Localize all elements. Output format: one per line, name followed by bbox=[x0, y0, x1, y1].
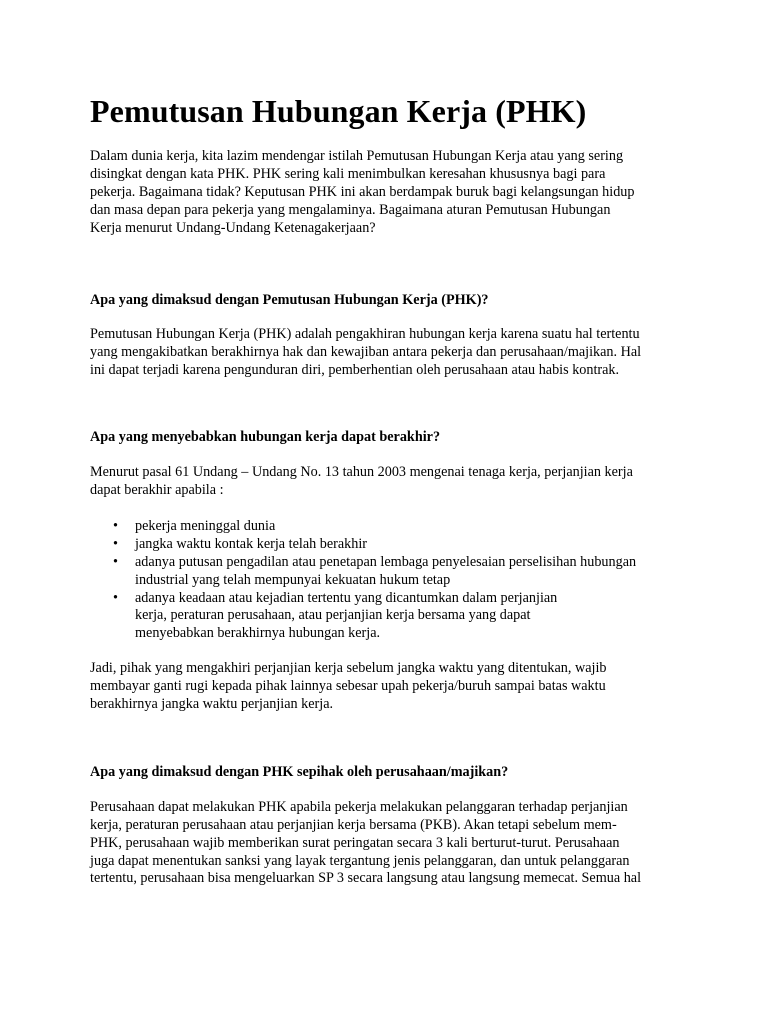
bullet-icon: • bbox=[113, 535, 118, 552]
section-definition-paragraph bbox=[90, 326, 688, 380]
paragraph-line: Menurut pasal 61 Undang – Undang No. 13 tahun 2003 mengenai tenaga kerja, perjanjian kerja bbox=[90, 464, 633, 481]
paragraph-line: PHK, perusahaan wajib memberikan surat peringatan secara 3 kali berturut-turut. Perusahaan bbox=[90, 834, 620, 851]
section-causes-closing bbox=[90, 660, 688, 714]
paragraph-line: membayar ganti rugi kepada pihak lainnya sebesar upah pekerja/buruh sampai batas waktu bbox=[90, 678, 606, 695]
list-item bbox=[90, 536, 688, 554]
list-item-text: pekerja meninggal dunia bbox=[135, 517, 276, 534]
list-item-text: kerja, peraturan perusahaan, atau perjanjian kerja bersama yang dapat bbox=[135, 607, 531, 624]
intro-line: pekerja. Bagaimana tidak? Keputusan PHK ini akan berdampak buruk bagi kelangsungan hidup bbox=[90, 183, 635, 200]
bullet-icon: • bbox=[113, 553, 118, 570]
list-item-text: adanya keadaan atau kejadian tertentu yang dicantumkan dalam perjanjian bbox=[135, 589, 558, 606]
list-item-text: adanya putusan pengadilan atau penetapan lembaga penyelesaian perselisihan hubungan bbox=[135, 553, 637, 570]
paragraph-line: Perusahaan dapat melakukan PHK apabila pekerja melakukan pelanggaran terhadap perjanjian bbox=[90, 798, 628, 815]
intro-line: disingkat dengan kata PHK. PHK sering kali menimbulkan keresahan khususnya bagi para bbox=[90, 165, 606, 182]
list-item-text: menyebabkan berakhirnya hubungan kerja. bbox=[135, 625, 381, 642]
section-unilateral-paragraph bbox=[90, 799, 688, 889]
causes-list bbox=[90, 518, 688, 643]
section-causes-paragraph bbox=[90, 464, 688, 500]
intro-line: Dalam dunia kerja, kita lazim mendengar istilah Pemutusan Hubungan Kerja atau yang sering bbox=[90, 148, 624, 164]
paragraph-line: tertentu, perusahaan bisa mengeluarkan SP 3 secara langsung atau langsung memecat. Semua hal bbox=[90, 870, 642, 887]
paragraph-line: kerja, peraturan perusahaan atau perjanjian kerja bersama (PKB). Akan tetapi sebelum mem- bbox=[90, 816, 617, 833]
bullet-icon: • bbox=[113, 589, 118, 606]
paragraph-line: dapat berakhir apabila : bbox=[90, 481, 224, 498]
list-item bbox=[90, 590, 688, 644]
document-title: Pemutusan Hubungan Kerja (PHK) bbox=[90, 93, 587, 129]
document-page bbox=[90, 92, 688, 888]
section-heading-unilateral: Apa yang dimaksud dengan PHK sepihak oleh perusahaan/majikan? bbox=[90, 763, 509, 780]
list-item bbox=[90, 518, 688, 536]
section-heading-causes: Apa yang menyebabkan hubungan kerja dapat berakhir? bbox=[90, 429, 441, 446]
list-item bbox=[90, 554, 688, 590]
intro-line: Kerja menurut Undang-Undang Ketenagakerjaan? bbox=[90, 219, 376, 236]
intro-line: dan masa depan para pekerja yang mengalaminya. Bagaimana aturan Pemutusan Hubungan bbox=[90, 201, 611, 218]
paragraph-line: juga dapat menentukan sanksi yang layak tergantung jenis pelanggaran, dan untuk pelanggaran bbox=[90, 852, 630, 869]
bullet-icon: • bbox=[113, 517, 118, 534]
paragraph-line: Pemutusan Hubungan Kerja (PHK) adalah pengakhiran hubungan kerja karena suatu hal tertentu bbox=[90, 326, 640, 343]
section-heading-definition: Apa yang dimaksud dengan Pemutusan Hubungan Kerja (PHK)? bbox=[90, 291, 489, 308]
paragraph-line: ini dapat terjadi karena pengunduran diri, pemberhentian oleh perusahaan atau habis kontrak. bbox=[90, 362, 620, 379]
intro-paragraph bbox=[90, 148, 688, 238]
list-item-text: industrial yang telah mempunyai kekuatan hukum tetap bbox=[135, 571, 451, 588]
paragraph-line: yang mengakibatkan berakhirnya hak dan kewajiban antara pekerja dan perusahaan/majikan. Hal bbox=[90, 344, 642, 361]
paragraph-line: Jadi, pihak yang mengakhiri perjanjian kerja sebelum jangka waktu yang ditentukan, wajib bbox=[90, 660, 607, 677]
list-item-text: jangka waktu kontak kerja telah berakhir bbox=[135, 535, 368, 552]
paragraph-line: berakhirnya jangka waktu perjanjian kerja. bbox=[90, 696, 334, 713]
